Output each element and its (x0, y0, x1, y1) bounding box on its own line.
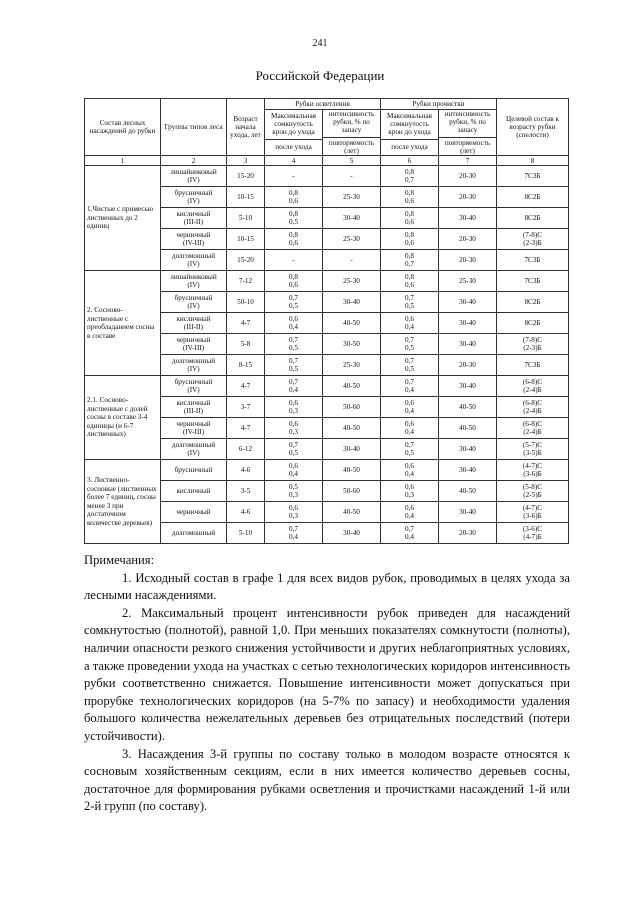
notes-section (84, 552, 570, 816)
target-composition: (7-8)С (522, 230, 543, 239)
target-composition: (2-4)Б (523, 386, 542, 394)
forest-type: долгомошный (171, 528, 216, 537)
proch-density: 0,4 (405, 428, 414, 436)
forest-type: кисличный (176, 486, 211, 495)
forest-type: (IV) (187, 449, 200, 457)
osv-density: 0,3 (289, 512, 298, 520)
forest-type-cell (161, 292, 227, 313)
osv-density-cell (265, 481, 323, 502)
osv-density: 0,6 (289, 197, 298, 205)
target-cell (497, 523, 569, 544)
osv-density: 0,3 (289, 428, 298, 436)
forest-type-cell (161, 418, 227, 439)
osv-density-cell (265, 502, 323, 523)
header-proch-intensity (439, 110, 497, 156)
osv-intensity-cell: 25-30 (323, 229, 381, 250)
forest-type-cell (161, 166, 227, 187)
target-composition: (4-7)Б (523, 533, 542, 541)
col-number: 5 (323, 156, 381, 166)
forest-type: (IV) (187, 197, 200, 205)
proch-intensity-cell: 40-50 (439, 418, 497, 439)
proch-density-cell (381, 355, 439, 376)
proch-intensity-cell: 20-30 (439, 187, 497, 208)
proch-density: 0,6 (405, 197, 414, 205)
forest-type: брусничный (174, 377, 213, 386)
header-group-osv: Рубки осветления (265, 99, 381, 110)
forest-type: черничный (176, 230, 211, 239)
osv-intensity-cell: 25-30 (323, 355, 381, 376)
osv-density-cell (265, 271, 323, 292)
proch-density-cell (381, 208, 439, 229)
forest-type: черничный (176, 335, 211, 344)
notes-title: Примечания: (84, 553, 155, 567)
target-cell (497, 376, 569, 397)
note-item: 2. Максимальный процент интенсивности рубок приведен для насаждений сомкнутостью (полнотой), равной 1,0. При меньших показателях сомкнутости (полноты), наличии опасности резкого снижения устойчивости и других неблагоприятных условиях, а также проведении ухода на участках с сетью технологических коридоров интенсивность рубки соответственно снижается. Повышение интенсивности может допускаться при прорубке технологических коридоров (на 5-7% по запасу) и необходимости удаления большого количества нежелательных деревьев без отрицательных последствий (потери устойчивости). (84, 605, 570, 743)
header-proch-repeat: повторяемость (лет) (439, 137, 496, 155)
forest-type: черничный (176, 419, 211, 428)
osv-density: 0,7 (289, 293, 298, 302)
proch-intensity-cell: 30-40 (439, 292, 497, 313)
proch-density-cell (381, 292, 439, 313)
osv-density: 0,6 (289, 314, 298, 323)
osv-density: 0,4 (289, 386, 298, 394)
osv-density-cell (265, 313, 323, 334)
osv-density: 0,4 (289, 470, 298, 478)
proch-density-cell (381, 334, 439, 355)
osv-density: 0,6 (289, 503, 298, 512)
forest-type: (III-II) (183, 218, 204, 226)
proch-intensity-cell: 25-30 (439, 271, 497, 292)
forest-type: долгомошный (171, 251, 216, 260)
forest-type: брусничный (174, 188, 213, 197)
proch-density: 0,8 (405, 272, 414, 281)
forest-type: (IV-III) (182, 428, 205, 436)
osv-intensity-cell: 40-50 (323, 376, 381, 397)
col-number: 4 (265, 156, 323, 166)
osv-intensity-cell: 40-50 (323, 313, 381, 334)
proch-density: 0,7 (405, 356, 414, 365)
header-osv-intensity (323, 110, 381, 156)
osv-density: 0,3 (289, 491, 298, 499)
age-cell: 4-7 (227, 376, 265, 397)
osv-density: 0,8 (289, 230, 298, 239)
col-number: 7 (439, 156, 497, 166)
age-cell: 15-20 (227, 250, 265, 271)
proch-density: 0,6 (405, 503, 414, 512)
proch-density: 0,6 (405, 281, 414, 289)
forest-type: (III-II) (183, 407, 204, 415)
proch-intensity-cell: 30-40 (439, 376, 497, 397)
proch-density: 0,6 (405, 398, 414, 407)
proch-density: 0,7 (405, 440, 414, 449)
osv-density: 0,8 (289, 272, 298, 281)
osv-density-cell (265, 460, 323, 481)
proch-density-cell (381, 397, 439, 418)
proch-density: 0,6 (405, 239, 414, 247)
proch-intensity-cell: 20-30 (439, 355, 497, 376)
age-cell: 5-10 (227, 523, 265, 544)
header-proch-intensity-label: интенсивность рубки, % по запасу (444, 110, 491, 134)
proch-intensity-cell: 30-40 (439, 208, 497, 229)
proch-density: 0,4 (405, 407, 414, 415)
target-composition: 7С3Б (524, 276, 541, 285)
proch-density: 0,8 (405, 209, 414, 218)
proch-density: 0,7 (405, 524, 414, 533)
osv-density: 0,5 (289, 482, 298, 491)
note-item: 3. Насаждения 3-й группы по составу только в молодом возрасте относятся к сосновым хозяйственным секциям, если в них имеется количество деревьев сосны, достаточное для формирования рубками осветления и прочистками насаждений 1-й или 2-й групп (по составу). (84, 746, 570, 814)
target-cell (497, 250, 569, 271)
proch-density: 0,8 (405, 251, 414, 260)
target-cell (497, 397, 569, 418)
page-heading: Российской Федерации (255, 68, 385, 83)
target-composition: 8С2Б (524, 213, 541, 222)
forest-type: долгомошный (171, 356, 216, 365)
target-composition: 8С2Б (524, 318, 541, 327)
proch-intensity-cell: 30-40 (439, 439, 497, 460)
target-composition: (6-8)С (522, 419, 543, 428)
osv-density: 0,8 (289, 209, 298, 218)
osv-density: 0,4 (289, 323, 298, 331)
target-cell (497, 355, 569, 376)
proch-density: 0,5 (405, 344, 414, 352)
page-number: 241 (312, 38, 328, 49)
age-cell: 10-15 (227, 187, 265, 208)
proch-density: 0,3 (405, 491, 414, 499)
osv-intensity-cell: 25-30 (323, 271, 381, 292)
target-cell (497, 481, 569, 502)
proch-density: 0,8 (405, 167, 414, 176)
age-cell: 4-6 (227, 502, 265, 523)
header-proch-after: после ухода (381, 139, 439, 155)
target-composition: (5-8)С (522, 482, 543, 491)
forest-type: (IV) (187, 365, 200, 373)
target-composition: (3-6)С (522, 524, 543, 533)
osv-density: 0,7 (289, 440, 298, 449)
age-cell: 3-5 (227, 481, 265, 502)
forest-type-cell (161, 355, 227, 376)
age-cell: 4-7 (227, 313, 265, 334)
osv-density-cell (265, 250, 323, 271)
header-composition: Состав лесных насаждений до рубки (85, 99, 161, 156)
proch-density: 0,5 (405, 449, 414, 457)
osv-density-cell (265, 376, 323, 397)
age-cell: 10-15 (227, 229, 265, 250)
proch-density-cell (381, 481, 439, 502)
forest-type: (IV) (187, 302, 200, 310)
osv-density-cell (265, 355, 323, 376)
target-cell (497, 292, 569, 313)
col-number: 1 (85, 156, 161, 166)
header-proch-density: Максимальная сомкнутость крон до ухода (381, 110, 439, 140)
column-number-row (85, 156, 569, 166)
age-cell: 8-15 (227, 355, 265, 376)
target-composition: (4-7)С (522, 503, 543, 512)
forest-type: (IV) (187, 260, 200, 268)
target-composition: (3-6)Б (523, 470, 542, 478)
target-composition: (2-3)Б (523, 239, 542, 247)
age-cell: 6-12 (227, 439, 265, 460)
osv-density-cell (265, 334, 323, 355)
composition-cell: 2. Сосново-лиственные с преобладанием сосны в составе (85, 271, 161, 376)
osv-density: 0,6 (289, 281, 298, 289)
proch-density-cell (381, 313, 439, 334)
forest-type-cell (161, 334, 227, 355)
forest-type-cell (161, 481, 227, 502)
proch-density: 0,4 (405, 512, 414, 520)
osv-intensity-cell: - (323, 166, 381, 187)
target-cell (497, 166, 569, 187)
osv-intensity-cell: 30-40 (323, 523, 381, 544)
osv-density: 0,6 (289, 461, 298, 470)
proch-intensity-cell: 20-30 (439, 229, 497, 250)
osv-density: 0,4 (289, 533, 298, 541)
header-osv-intensity-label: интенсивность рубки, % по запасу (328, 110, 375, 134)
forest-type-cell (161, 397, 227, 418)
osv-density: 0,8 (289, 188, 298, 197)
target-cell (497, 187, 569, 208)
proch-intensity-cell: 30-40 (439, 334, 497, 355)
proch-density: 0,4 (405, 323, 414, 331)
target-composition: (2-4)Б (523, 407, 542, 415)
proch-density: 0,5 (405, 302, 414, 310)
proch-intensity-cell: 30-40 (439, 460, 497, 481)
forest-type-cell (161, 523, 227, 544)
target-composition: (6-8)С (522, 377, 543, 386)
forest-type: брусничный (174, 465, 213, 474)
forest-type: (IV) (187, 386, 200, 394)
proch-density: 0,6 (405, 218, 414, 226)
forest-type-cell (161, 502, 227, 523)
osv-density: 0,3 (289, 407, 298, 415)
target-cell (497, 460, 569, 481)
target-cell (497, 271, 569, 292)
header-target: Целевой состав к возрасту рубки (спелости) (497, 99, 569, 156)
age-cell: 50-10 (227, 292, 265, 313)
forest-type: (IV) (187, 176, 200, 184)
target-composition: (7-8)С (522, 335, 543, 344)
osv-density: 0,7 (289, 524, 298, 533)
osv-intensity-cell: 30-40 (323, 292, 381, 313)
forest-type-cell (161, 229, 227, 250)
forest-type-cell (161, 376, 227, 397)
composition-cell: 3. Лиственно-сосновые (лиственных более 7 единиц, сосны менее 3 при достаточном количестве деревьев) (85, 460, 161, 544)
forest-type: лишайниковый (170, 167, 217, 176)
proch-density: 0,6 (405, 461, 414, 470)
osv-density: 0,5 (289, 302, 298, 310)
target-composition: (2-4)Б (523, 428, 542, 436)
target-cell (497, 439, 569, 460)
forest-type: (IV-III) (182, 239, 205, 247)
target-composition: (6-8)С (522, 398, 543, 407)
table-row (85, 460, 569, 481)
target-composition: 8С2Б (524, 192, 541, 201)
forest-type-cell (161, 250, 227, 271)
forest-type-cell (161, 271, 227, 292)
proch-density: 0,5 (405, 365, 414, 373)
target-cell (497, 313, 569, 334)
proch-density: 0,6 (405, 482, 414, 491)
osv-density-cell (265, 292, 323, 313)
target-composition: 7С3Б (524, 360, 541, 369)
proch-density: 0,7 (405, 260, 414, 268)
col-number: 8 (497, 156, 569, 166)
osv-density: - (292, 171, 295, 180)
forest-type-cell (161, 208, 227, 229)
forest-type-cell (161, 439, 227, 460)
proch-intensity-cell: 20-30 (439, 250, 497, 271)
proch-density-cell (381, 376, 439, 397)
proch-density: 0,4 (405, 470, 414, 478)
osv-intensity-cell: 25-30 (323, 187, 381, 208)
col-number: 2 (161, 156, 227, 166)
forest-type: черничный (176, 507, 211, 516)
proch-density-cell (381, 271, 439, 292)
forest-type-cell (161, 313, 227, 334)
table-row (85, 166, 569, 187)
header-forest-type: Группы типов леса (161, 99, 227, 156)
osv-intensity-cell: 40-50 (323, 460, 381, 481)
proch-density-cell (381, 187, 439, 208)
osv-density: 0,6 (289, 419, 298, 428)
col-number: 6 (381, 156, 439, 166)
target-composition: (5-7)С (522, 440, 543, 449)
forest-type: кисличный (176, 398, 211, 407)
osv-intensity-cell: 30-40 (323, 208, 381, 229)
osv-density-cell (265, 418, 323, 439)
age-cell: 5-8 (227, 334, 265, 355)
age-cell: 3-7 (227, 397, 265, 418)
target-composition: 8С2Б (524, 297, 541, 306)
target-cell (497, 208, 569, 229)
header-osv-repeat: повторяемость (лет) (323, 137, 380, 155)
osv-density: - (292, 255, 295, 264)
composition-cell: 1.Чистые с примесью лиственных до 2 единиц (85, 166, 161, 271)
target-cell (497, 418, 569, 439)
osv-density: 0,7 (289, 377, 298, 386)
osv-intensity-cell: - (323, 250, 381, 271)
target-cell (497, 502, 569, 523)
proch-density: 0,7 (405, 176, 414, 184)
target-composition: (4-7)С (522, 461, 543, 470)
osv-intensity-cell: 50-60 (323, 481, 381, 502)
osv-density: 0,7 (289, 335, 298, 344)
proch-density-cell (381, 250, 439, 271)
osv-intensity-cell: 30-50 (323, 334, 381, 355)
proch-density-cell (381, 229, 439, 250)
age-cell: 4-7 (227, 418, 265, 439)
table-row (85, 376, 569, 397)
forest-type: брусничный (174, 293, 213, 302)
osv-density: 0,5 (289, 218, 298, 226)
osv-density: 0,5 (289, 365, 298, 373)
osv-density: 0,7 (289, 356, 298, 365)
proch-density-cell (381, 523, 439, 544)
osv-density-cell (265, 208, 323, 229)
osv-density-cell (265, 229, 323, 250)
forest-type: кисличный (176, 314, 211, 323)
proch-density: 0,8 (405, 188, 414, 197)
proch-density-cell (381, 502, 439, 523)
proch-intensity-cell: 20-30 (439, 523, 497, 544)
osv-density: 0,6 (289, 239, 298, 247)
osv-intensity-cell: 40-50 (323, 418, 381, 439)
proch-intensity-cell: 40-50 (439, 481, 497, 502)
osv-density: 0,5 (289, 344, 298, 352)
osv-density-cell (265, 187, 323, 208)
proch-density: 0,6 (405, 419, 414, 428)
age-cell: 5-10 (227, 208, 265, 229)
proch-intensity-cell: 30-40 (439, 313, 497, 334)
osv-density: 0,6 (289, 398, 298, 407)
target-cell (497, 334, 569, 355)
table-row (85, 271, 569, 292)
proch-density: 0,4 (405, 386, 414, 394)
proch-density: 0,4 (405, 533, 414, 541)
osv-density-cell (265, 523, 323, 544)
forest-type: кисличный (176, 209, 211, 218)
note-item: 1. Исходный состав в графе 1 для всех видов рубок, проводимых в целях ухода за лесными насаждениями. (84, 570, 570, 603)
proch-intensity-cell: 20-30 (439, 166, 497, 187)
osv-intensity-cell: 50-60 (323, 397, 381, 418)
proch-density: 0,8 (405, 230, 414, 239)
target-composition: (2-3)Б (523, 344, 542, 352)
target-composition: (3-5)Б (523, 449, 542, 457)
osv-density-cell (265, 439, 323, 460)
osv-intensity-cell: 30-40 (323, 439, 381, 460)
osv-density-cell (265, 166, 323, 187)
forest-type: долгомошный (171, 440, 216, 449)
osv-intensity-cell: 40-50 (323, 502, 381, 523)
proch-density-cell (381, 166, 439, 187)
forest-type: (IV-III) (182, 344, 205, 352)
forest-type: (III-II) (183, 323, 204, 331)
header-age: Возраст начала ухода, лет (227, 99, 265, 156)
age-cell: 4-6 (227, 460, 265, 481)
header-group-proch: Рубки прочистки (381, 99, 497, 110)
forest-care-table (84, 98, 569, 544)
age-cell: 15-20 (227, 166, 265, 187)
target-cell (497, 229, 569, 250)
target-composition: 7С3Б (524, 255, 541, 264)
col-number: 3 (227, 156, 265, 166)
proch-density: 0,7 (405, 293, 414, 302)
target-composition: (2-5)Б (523, 491, 542, 499)
proch-intensity-cell: 40-50 (439, 397, 497, 418)
osv-density: 0,5 (289, 449, 298, 457)
target-composition: (3-6)Б (523, 512, 542, 520)
forest-type-cell (161, 187, 227, 208)
age-cell: 7-12 (227, 271, 265, 292)
forest-type: лишайниковый (170, 272, 217, 281)
proch-density: 0,7 (405, 377, 414, 386)
proch-density: 0,6 (405, 314, 414, 323)
proch-density-cell (381, 439, 439, 460)
header-osv-density: Максимальная сомкнутость крон до ухода (265, 110, 323, 140)
proch-density-cell (381, 460, 439, 481)
header-osv-after: после ухода (265, 139, 323, 155)
target-composition: 7С3Б (524, 171, 541, 180)
proch-intensity-cell: 30-40 (439, 502, 497, 523)
forest-type-cell (161, 460, 227, 481)
proch-density: 0,7 (405, 335, 414, 344)
composition-cell: 2.1. Сосново-лиственные с долей сосны в составе 3-4 единицы (и 6-7 лиственных) (85, 376, 161, 460)
osv-density-cell (265, 397, 323, 418)
forest-type: (IV) (187, 281, 200, 289)
proch-density-cell (381, 418, 439, 439)
